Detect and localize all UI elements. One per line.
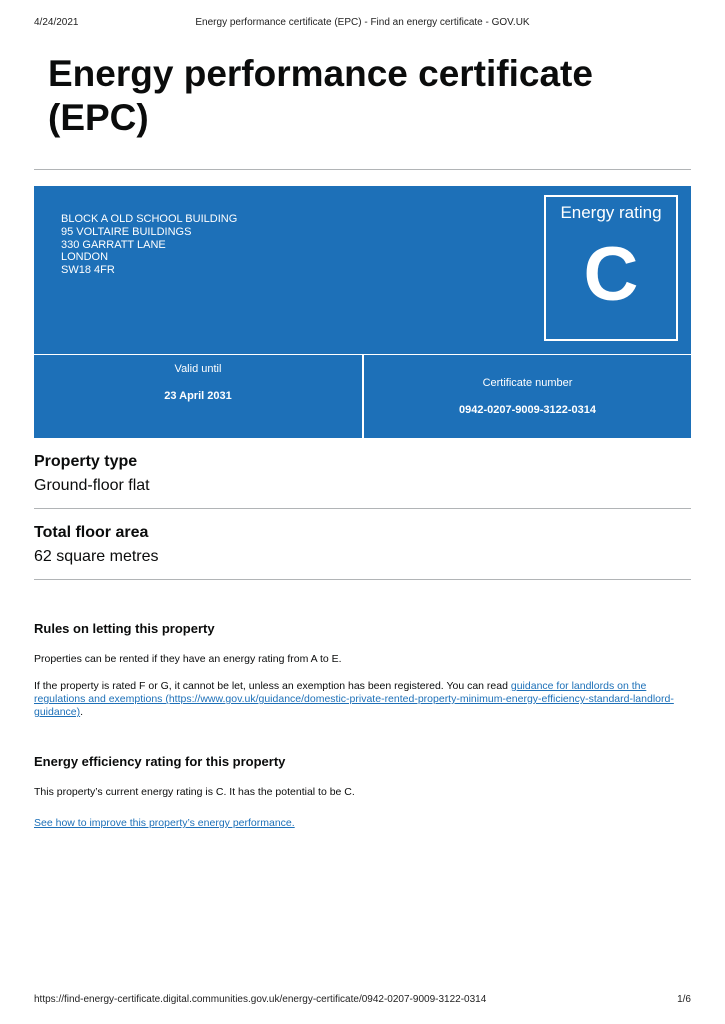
address-line: LONDON — [61, 251, 109, 264]
page-title: Energy performance certificate (EPC) — [48, 53, 593, 138]
efficiency-rating-heading: Energy efficiency rating for this property — [34, 754, 286, 769]
certificate-number-cell — [364, 355, 691, 438]
property-type-value: Ground-floor flat — [34, 477, 150, 494]
efficiency-rating-text: This property’s current energy rating is C. It has the potential to be C. — [34, 786, 355, 798]
print-page-title: Energy performance certificate (EPC) - Find an energy certificate - GOV.UK — [195, 17, 530, 28]
exemptions-text-prefix: If the property is rated F or G, it cannot be let, unless an exemption has been registered. You can read — [34, 680, 511, 692]
exemptions-text-suffix: . — [80, 706, 84, 718]
landlord-guidance-link[interactable]: guidance for landlords on the regulations and exemptions (https://www.gov.uk/guidance/domestic-private-rented-property-minimum-energy-efficiency-standard-landlord-guidance) — [34, 680, 674, 718]
address-line: SW18 4FR — [61, 264, 115, 277]
letting-rules-text: Properties can be rented if they have an energy rating from A to E. — [34, 653, 342, 665]
epc-summary-panel — [34, 186, 691, 354]
address-line: 330 GARRATT LANE — [61, 238, 166, 251]
property-type-label: Property type — [34, 453, 138, 470]
print-footer — [34, 994, 691, 1008]
energy-rating-label: Energy rating — [560, 203, 662, 222]
energy-rating-box — [544, 195, 678, 341]
summary-divider — [34, 579, 691, 580]
page-number: 1/6 — [677, 994, 691, 1005]
letting-rules-heading: Rules on letting this property — [34, 621, 215, 636]
address-line: BLOCK A OLD SCHOOL BUILDING — [61, 213, 238, 225]
letting-exemptions-text — [34, 680, 691, 719]
floor-area-value: 62 square metres — [34, 548, 159, 565]
print-header — [34, 17, 691, 31]
property-address — [61, 213, 237, 277]
print-date: 4/24/2021 — [34, 17, 79, 28]
improve-performance-paragraph — [34, 817, 691, 830]
print-url: https://find-energy-certificate.digital.communities.gov.uk/energy-certificate/0942-0207-9009-3122-0314 — [34, 994, 487, 1005]
improve-performance-link[interactable]: See how to improve this property’s energy performance. — [34, 817, 295, 829]
floor-area-label: Total floor area — [34, 524, 149, 541]
valid-until-label: Valid until — [174, 363, 222, 375]
energy-rating-letter: C — [583, 232, 639, 317]
title-divider — [34, 169, 691, 170]
valid-until-cell — [34, 355, 362, 438]
summary-divider — [34, 508, 691, 509]
valid-until-value: 23 April 2031 — [164, 390, 232, 402]
certificate-number-label: Certificate number — [482, 377, 573, 389]
certificate-info-row — [34, 355, 691, 438]
address-line: 95 VOLTAIRE BUILDINGS — [61, 225, 192, 238]
certificate-number-value: 0942-0207-9009-3122-0314 — [458, 404, 596, 416]
